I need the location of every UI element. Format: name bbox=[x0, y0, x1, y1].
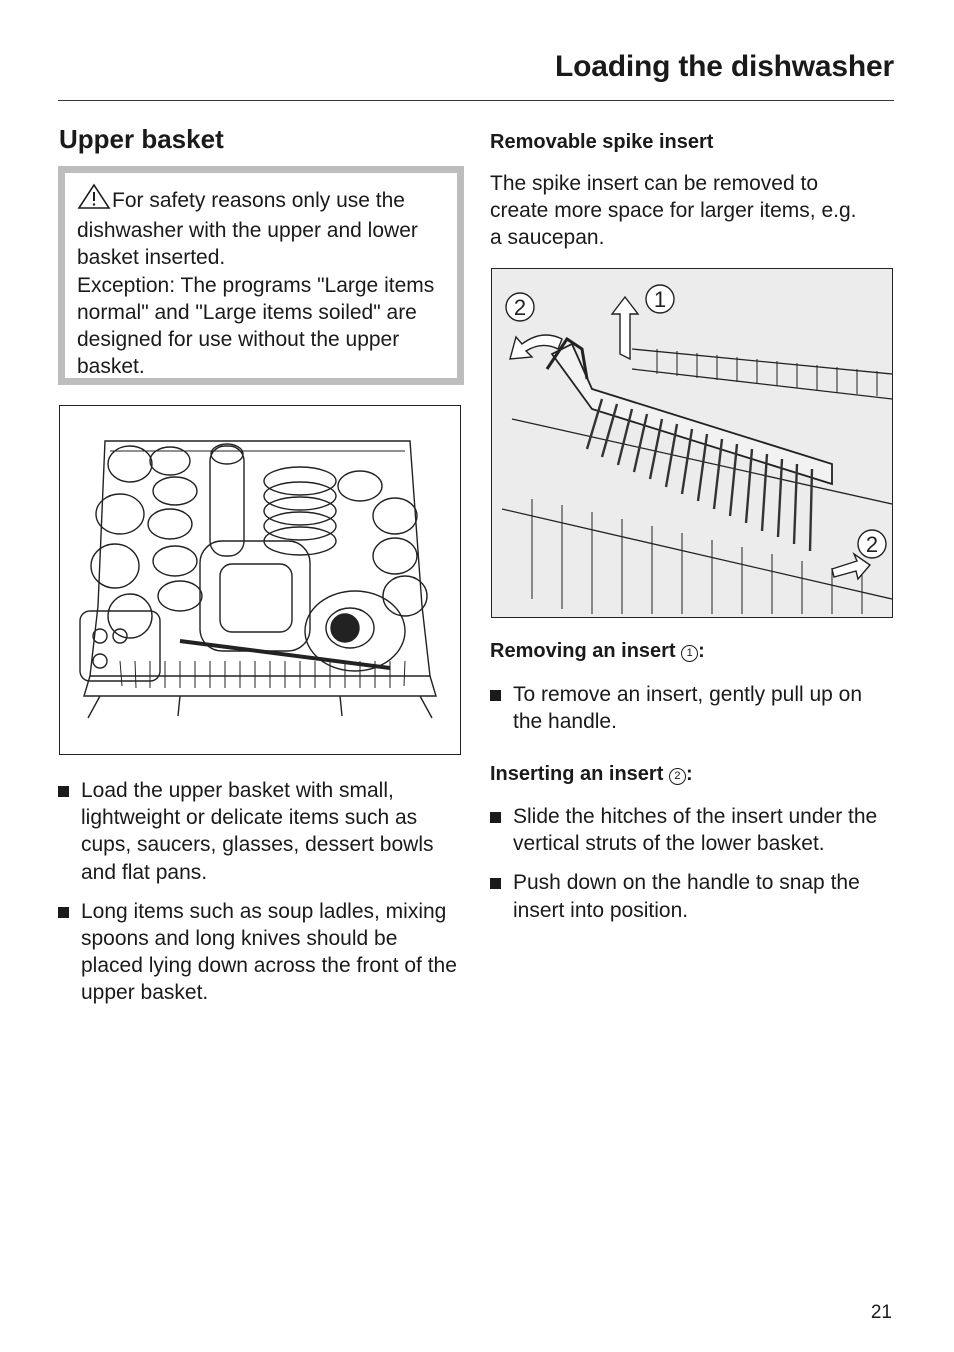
inserting-insert-title: Inserting an insert 2 : bbox=[490, 763, 693, 785]
callout-1-label: 1 bbox=[653, 287, 667, 312]
section-title: Upper basket bbox=[59, 124, 224, 154]
callout-2-lower-icon bbox=[858, 530, 886, 558]
spike-insert-removal-illustration bbox=[492, 269, 892, 617]
circled-2-icon: 2 bbox=[669, 768, 686, 785]
page-header-title: Loading the dishwasher bbox=[555, 50, 894, 83]
spike-insert-figure bbox=[491, 268, 893, 618]
inserting-bullet-list bbox=[490, 803, 896, 924]
callout-2-icon bbox=[506, 293, 534, 321]
intro-paragraph: The spike insert can be removed to create more space for larger items, e.g. a saucepan. bbox=[490, 172, 857, 250]
upper-basket-figure bbox=[59, 405, 461, 755]
circled-1-icon: 1 bbox=[681, 645, 698, 662]
removing-insert-title: Removing an insert 1 : bbox=[490, 640, 705, 662]
list-item: Long items such as soup ladles, mixing spoons and long knives should be placed lying down across the front of the upper basket. bbox=[58, 898, 458, 1007]
list-item: Slide the hitches of the insert under the vertical struts of the lower basket. bbox=[490, 803, 896, 857]
bullet-square-icon bbox=[490, 812, 501, 823]
upper-basket-loaded-illustration bbox=[60, 406, 460, 754]
warning-text bbox=[77, 183, 457, 380]
bullet-square-icon bbox=[58, 786, 69, 797]
bullet-square-icon bbox=[58, 907, 69, 918]
callout-1-icon bbox=[646, 285, 674, 313]
warning-text-1: For safety reasons only use the dishwasher with the upper and lower basket inserted. bbox=[77, 189, 418, 270]
removing-bullet-list bbox=[490, 681, 896, 735]
header-rule bbox=[58, 100, 894, 101]
callout-2-lower-label: 2 bbox=[865, 532, 879, 557]
subsection-title: Removable spike insert bbox=[490, 131, 714, 153]
warning-triangle-icon bbox=[77, 183, 111, 217]
bullet-square-icon bbox=[490, 878, 501, 889]
callout-2-label: 2 bbox=[513, 295, 527, 320]
list-item: To remove an insert, gently pull up on the handle. bbox=[490, 681, 896, 735]
page-number: 21 bbox=[870, 1302, 892, 1323]
warning-text-2: Exception: The programs "Large items normal" and "Large items soiled" are designed for use without the upper basket. bbox=[77, 273, 435, 379]
list-item: Load the upper basket with small, lightweight or delicate items such as cups, saucers, glasses, dessert bowls and flat pans. bbox=[58, 777, 458, 886]
bullet-square-icon bbox=[490, 690, 501, 701]
list-item: Push down on the handle to snap the insert into position. bbox=[490, 869, 896, 923]
warning-box bbox=[58, 166, 464, 385]
left-bullet-list bbox=[58, 777, 458, 1019]
